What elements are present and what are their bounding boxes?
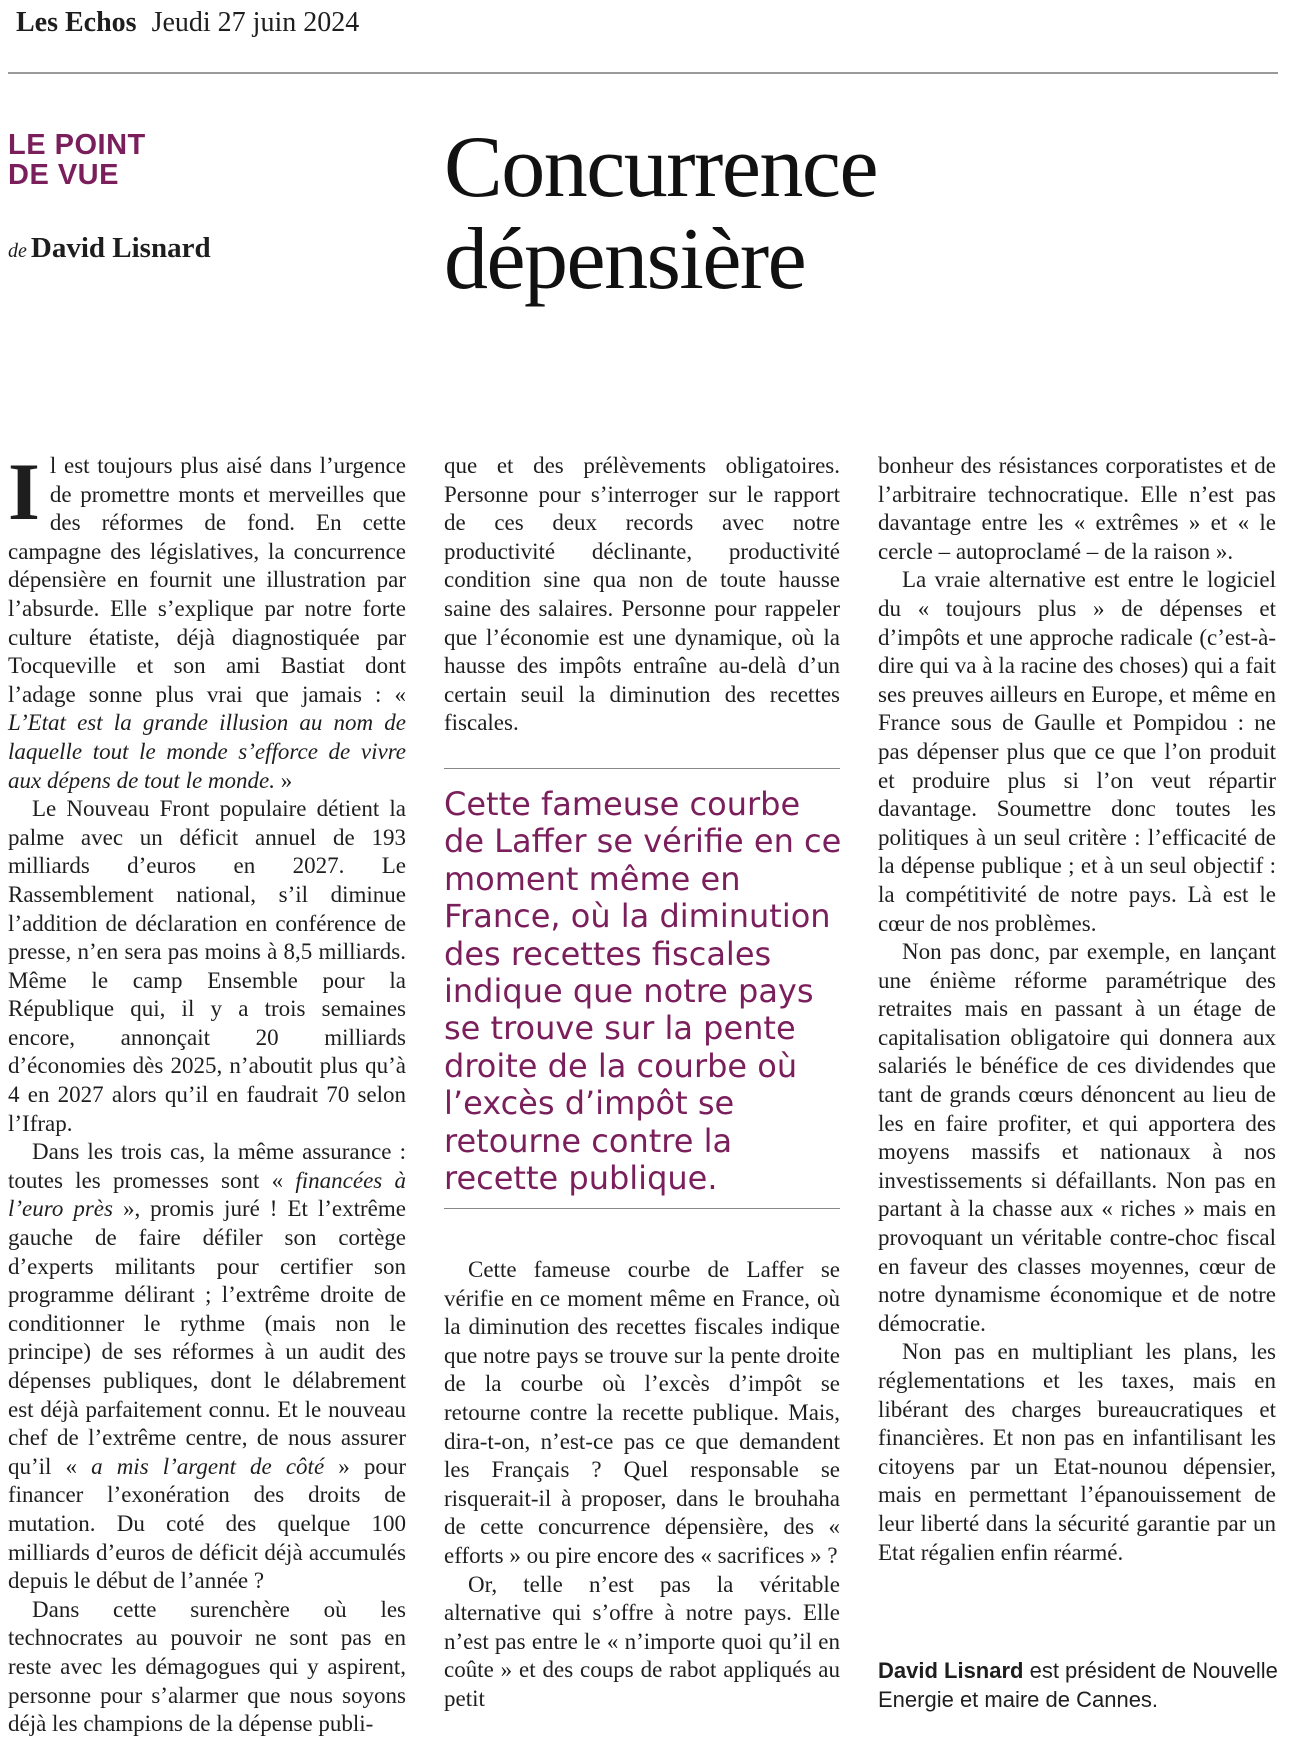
pullquote-rule-top xyxy=(444,768,840,769)
byline xyxy=(8,232,211,265)
article-column-2-top xyxy=(444,452,840,738)
kicker-line-1: LE POINT xyxy=(8,129,146,161)
publication-name: Les Echos xyxy=(16,7,137,38)
author-name: David Lisnard xyxy=(878,1658,1024,1683)
paragraph: Il est toujours plus aisé dans l’urgence de promettre monts et merveilles que des réformes de fond. En cette campagne des législatives, la concurrence dépensière en fournit une illustration par l’absurde. Elle s’explique par notre forte culture étatiste, déjà diagnostiquée par Tocqueville et son ami Bastiat dont l’adage sonne plus vrai que jamais : « L’Etat est la grande illusion au nom de laquelle tout le monde s’efforce de vivre aux dépens de tout le monde. » xyxy=(8,446,406,793)
paragraph: bonheur des résistances corporatistes et de l’arbitraire technocratique. Elle n’est pas davantage entre les « extrêmes » et « le cercle – autoproclamé – de la raison ». xyxy=(878,453,1276,564)
issue-date: Jeudi 27 juin 2024 xyxy=(151,7,360,38)
masthead xyxy=(16,4,359,42)
headline-line-2: dépensière xyxy=(444,211,806,308)
author-description: est président de Nouvelle Energie et maire de Cannes. xyxy=(878,1658,1278,1712)
paragraph: Cette fameuse courbe de Laffer se vérifie en ce moment même en France, où la diminution des recettes fiscales indique que notre pays se trouve sur la pente droite de la courbe où l’excès d’impôt se retourne contre la recette publique. Mais, dira-t-on, n’est-ce pas ce que demandent les Français ? Quel responsable se risquerait-il à proposer, dans le brouhaha de cette concurrence dépensière, des « efforts » ou pire encore des « sacrifices » ? xyxy=(444,1257,840,1568)
kicker-line-2: DE VUE xyxy=(8,159,119,191)
paragraph: Le Nouveau Front populaire détient la palme avec un déficit annuel de 193 milliards d’euros en 2027. Le Rassemblement national, s’il diminue l’addition de déclaration en conférence de presse, n’en sera pas moins à 8,5 milliards. Même le camp Ensemble pour la République qui, il y a trois semaines encore, annonçait 20 milliards d’économies dès 2025, n’aboutit plus qu’à 4 en 2027 alors qu’il en faudrait 70 selon l’Ifrap. xyxy=(8,796,406,1136)
headline-line-1: Concurrence xyxy=(444,119,878,216)
paragraph: La vraie alternative est entre le logiciel du « toujours plus » de dépenses et d’impôts et une approche radicale (c’est-à-dire qui va à la racine des choses) qui a fait ses preuves ailleurs en Europe, et même en France sous de Gaulle et Pompidou : ne pas dépenser plus que ce que l’on produit et produire plus si l’on veut répartir davantage. Soumettre donc toutes les politiques à un seul critère : l’efficacité de la dépense publique ; et à un seul objectif : la compétitivité de notre pays. Là est le cœur de nos problèmes. xyxy=(878,567,1276,936)
paragraph: Non pas en multipliant les plans, les réglementations et les taxes, mais en libérant des charges bureaucratiques et financières. Et non pas en infantilisant les citoyens par un Etat-nounou dépensier, mais en permettant l’épanouissement de leur liberté dans la sécurité garantie par un Etat régalien enfin réarmé. xyxy=(878,1339,1276,1565)
quote: L’Etat est la grande illusion au nom de laquelle tout le monde s’efforce de vivre aux dépens de tout le monde. xyxy=(8,710,406,793)
article-column-1 xyxy=(8,446,406,1739)
header-divider xyxy=(8,72,1278,74)
paragraph: Dans cette surenchère où les technocrates au pouvoir ne sont pas en reste avec les démagogues qui y aspirent, personne pour s’alarmer que nous soyons déjà les champions de la dépense publi- xyxy=(8,1596,406,1737)
author-bio xyxy=(878,1656,1278,1714)
pull-quote: Cette fameuse courbe de Laffer se vérifie en ce moment même en France, où la diminution des recettes fiscales indique que notre pays se trouve sur la pente droite de la courbe où l’excès d’impôt se retourne contre la recette publique. xyxy=(444,785,842,1198)
paragraph: Or, telle n’est pas la véritable alternative qui s’offre à notre pays. Elle n’est pas entre le « n’importe quoi qu’il en coûte » et des coups de rabot appliqués au petit xyxy=(444,1571,840,1711)
article-headline xyxy=(444,119,878,308)
paragraph: que et des prélèvements obligatoires. Personne pour s’interroger sur le rapport de ces deux records avec notre productivité déclinante, productivité condition sine qua non de toute hausse saine des salaires. Personne pour rappeler que l’économie est une dynamique, où la hausse des impôts entraîne au-delà d’un certain seuil la diminution des recettes fiscales. xyxy=(444,453,840,736)
paragraph: Non pas donc, par exemple, en lançant une énième réforme paramétrique des retraites mais en passant à un étage de capitalisation obligatoire qui donnera aux salariés le bénéfice de ces dividendes que tant de grands cœurs dénoncent au lieu de les en faire profiter, et qui apportera des moyens massifs et nationaux à nos investissements si défaillants. Non pas en partant à la chasse aux « riches » mais en provoquant un véritable contre-choc fiscal en faveur des classes moyennes, cœur de notre dynamisme économique et de notre démocratie. xyxy=(878,939,1276,1336)
article-column-2-bottom xyxy=(444,1256,840,1714)
byline-author: David Lisnard xyxy=(30,232,211,264)
pullquote-rule-bottom xyxy=(444,1208,840,1209)
drop-cap: I xyxy=(8,446,40,537)
paragraph: Dans les trois cas, la même assurance : toutes les promesses sont « financées à l’euro près », promis juré ! Et l’extrême gauche de faire défiler son cortège d’experts militants pour certifier son programme délirant ; l’extrême droite de conditionner le rythme (mais non le principe) de ses réformes à un audit des dépenses publiques, dont le délabrement est déjà parfaitement connu. Et le nouveau chef de l’extrême centre, de nous assurer qu’il « a mis l’argent de côté » pour financer l’exonération des droits de mutation. Du coté des quelque 100 milliards d’euros de déficit déjà accumulés depuis le début de l’année ? xyxy=(8,1139,406,1594)
byline-prefix: de xyxy=(8,240,27,262)
article-column-3 xyxy=(878,452,1276,1567)
section-kicker xyxy=(8,130,146,190)
